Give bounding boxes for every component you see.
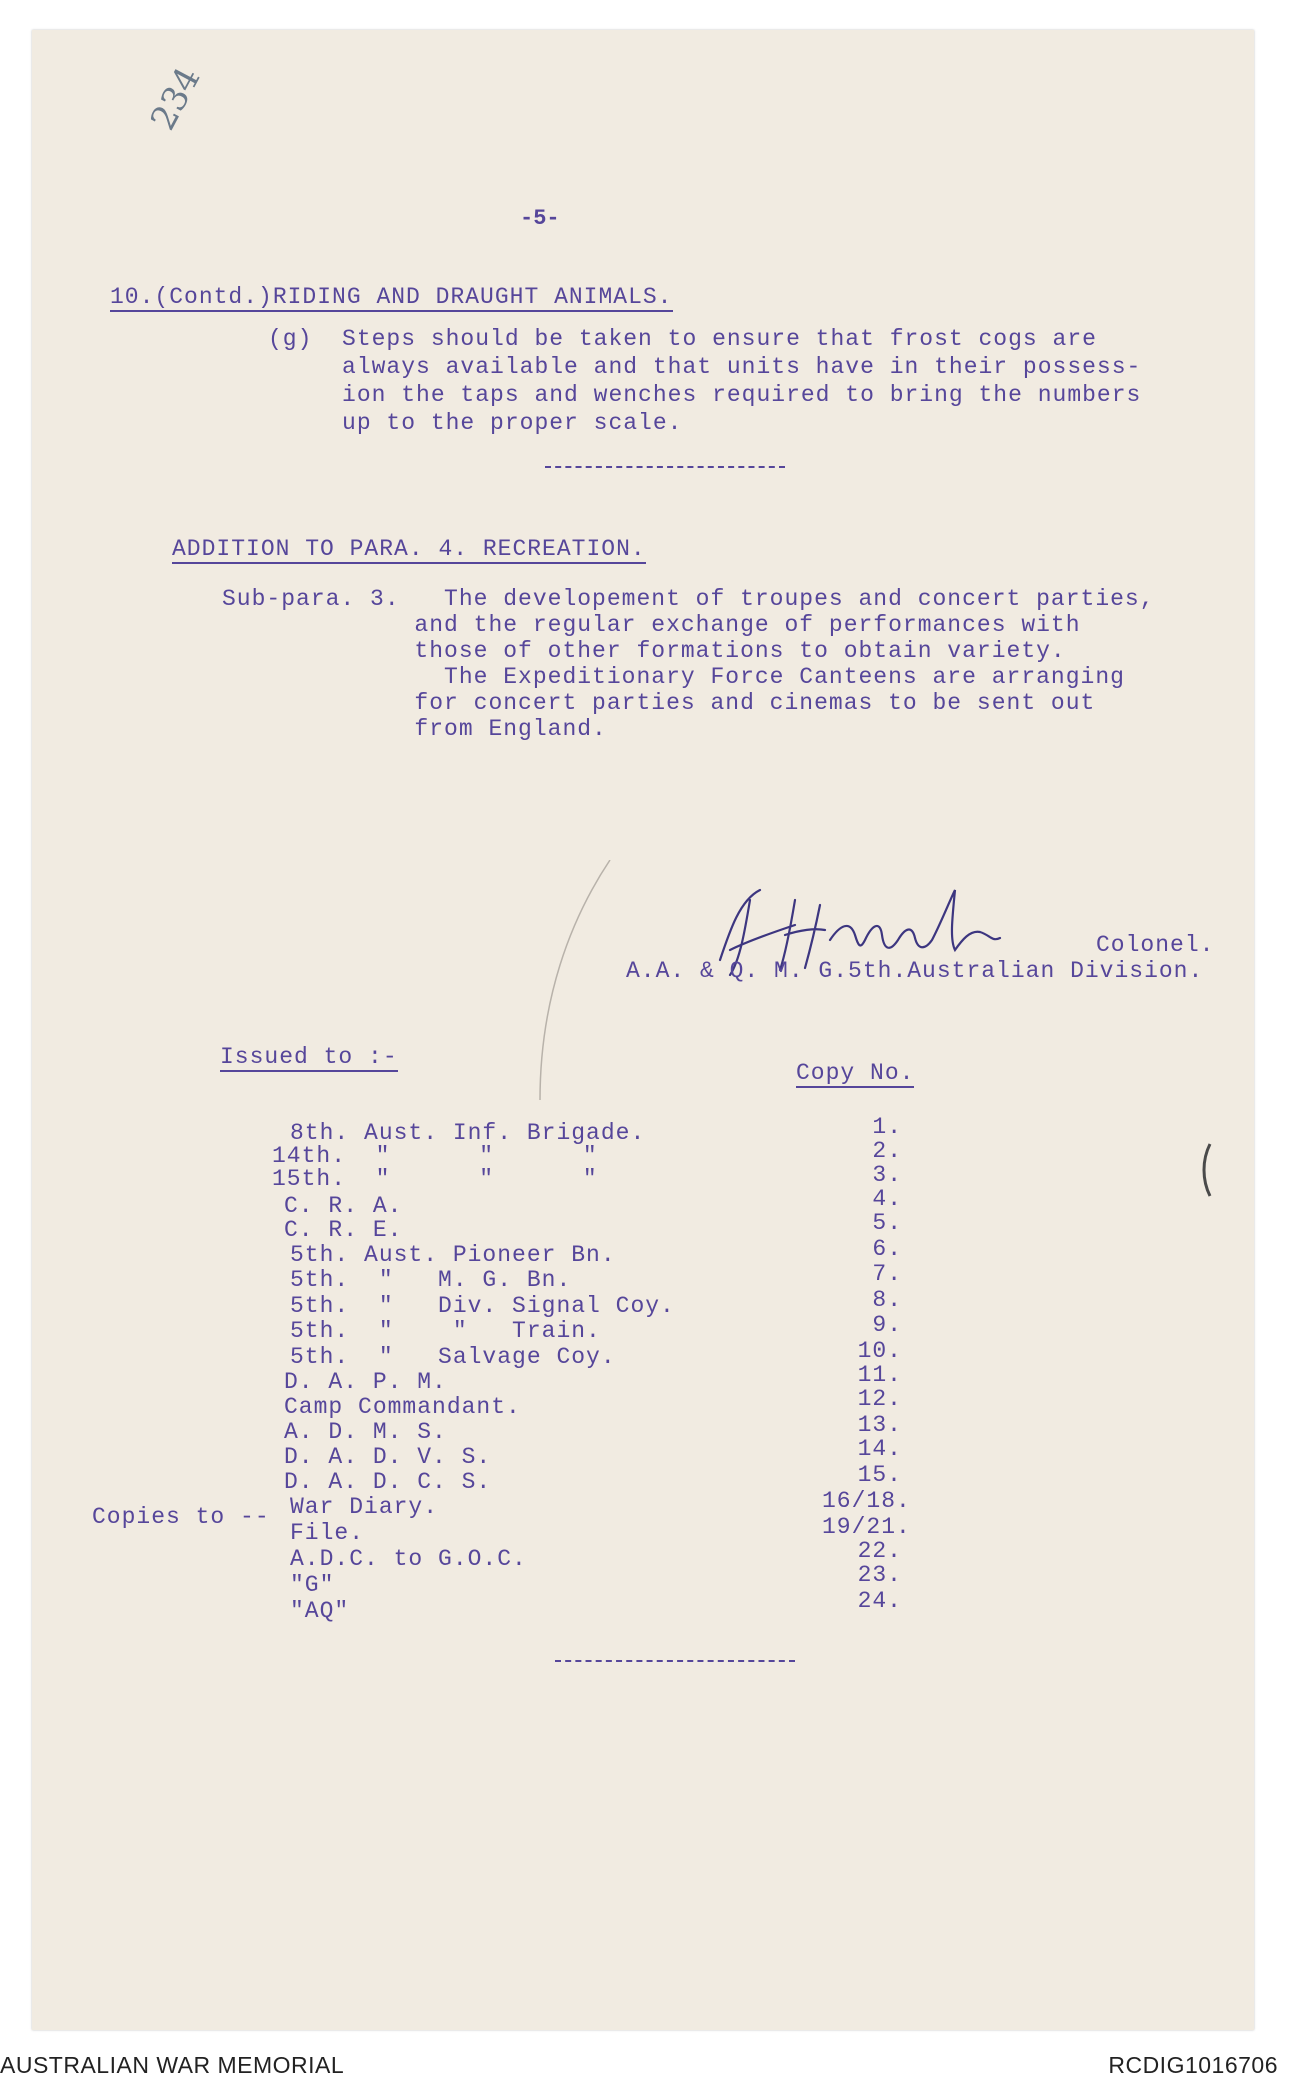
distribution-copy: 19/21. <box>822 1514 911 1540</box>
distribution-item: C. R. E. <box>284 1217 403 1243</box>
issued-to-heading: Issued to :- <box>220 1044 398 1070</box>
distribution-item: Camp Commandant. <box>284 1394 521 1420</box>
distribution-item: 15th. " " " <box>272 1166 598 1192</box>
distribution-copy: 9. <box>872 1312 902 1338</box>
distribution-item: C. R. A. <box>284 1193 403 1219</box>
distribution-item: "G" <box>290 1572 335 1598</box>
pencil-mark <box>500 860 620 1100</box>
distribution-copy: 15. <box>857 1462 902 1488</box>
distribution-item: 5th. " Salvage Coy. <box>290 1344 616 1370</box>
distribution-item: "AQ" <box>290 1598 350 1624</box>
addition-line: and the regular exchange of performances with <box>222 612 1081 638</box>
distribution-item: A. D. M. S. <box>284 1419 447 1445</box>
section-10-heading: 10.(Contd.)RIDING AND DRAUGHT ANIMALS. <box>110 284 673 310</box>
signature-title: A.A. & Q. M. G.5th.Australian Division. <box>626 958 1204 984</box>
distribution-item: 5th. " " Train. <box>290 1318 601 1344</box>
distribution-copy: 5. <box>872 1210 902 1236</box>
distribution-copy: 8. <box>872 1287 902 1313</box>
addition-heading: ADDITION TO PARA. 4. RECREATION. <box>172 536 646 562</box>
distribution-copy: 2. <box>872 1138 902 1164</box>
distribution-copy: 4. <box>872 1186 902 1212</box>
footer-record-id: RCDIG1016706 <box>1108 2052 1278 2078</box>
separator-rule <box>545 466 785 468</box>
distribution-item: 8th. Aust. Inf. Brigade. <box>290 1120 646 1146</box>
distribution-item: A.D.C. to G.O.C. <box>290 1546 527 1572</box>
distribution-copy: 3. <box>872 1162 902 1188</box>
distribution-copy: 7. <box>872 1261 902 1287</box>
distribution-item: D. A. P. M. <box>284 1369 447 1395</box>
distribution-copy: 23. <box>857 1562 902 1588</box>
distribution-copy: 13. <box>857 1412 902 1438</box>
distribution-copy: 24. <box>857 1588 902 1614</box>
distribution-copy: 10. <box>857 1338 902 1364</box>
distribution-copy: 22. <box>857 1538 902 1564</box>
distribution-item: File. <box>290 1520 365 1546</box>
distribution-item: 14th. " " " <box>272 1143 598 1169</box>
section-10-line: always available and that units have in their possess- <box>268 354 1142 380</box>
end-separator-rule <box>555 1660 795 1662</box>
addition-line: those of other formations to obtain variety. <box>222 638 1066 664</box>
distribution-copy: 16/18. <box>822 1488 911 1514</box>
addition-line: for concert parties and cinemas to be sent out <box>222 690 1096 716</box>
distribution-item: 5th. " M. G. Bn. <box>290 1267 572 1293</box>
ink-mark <box>1196 1140 1220 1200</box>
distribution-item: War Diary. <box>290 1494 439 1520</box>
handwritten-folio-number: 234 <box>143 60 209 137</box>
distribution-item: 5th. " Div. Signal Coy. <box>290 1293 675 1319</box>
distribution-copy: 11. <box>857 1362 902 1388</box>
signature-rank: Colonel. <box>1096 932 1215 958</box>
distribution-copy: 14. <box>857 1436 902 1462</box>
addition-line: The Expeditionary Force Canteens are arranging <box>222 664 1125 690</box>
addition-line: from England. <box>222 716 607 742</box>
distribution-copy: 12. <box>857 1386 902 1412</box>
section-10-line: up to the proper scale. <box>268 410 683 436</box>
distribution-item: D. A. D. V. S. <box>284 1444 492 1470</box>
section-10-line: ion the taps and wenches required to bring the numbers <box>268 382 1142 408</box>
copies-to-label: Copies to -- <box>92 1504 270 1530</box>
section-10-line: (g) Steps should be taken to ensure that frost cogs are <box>268 326 1097 352</box>
addition-line: Sub-para. 3. The developement of troupes and concert parties, <box>222 586 1155 612</box>
footer-archive-name: AUSTRALIAN WAR MEMORIAL <box>0 2052 345 2078</box>
distribution-item: 5th. Aust. Pioneer Bn. <box>290 1242 616 1268</box>
distribution-copy: 1. <box>872 1114 902 1140</box>
copy-number-heading: Copy No. <box>796 1060 915 1086</box>
distribution-item: D. A. D. C. S. <box>284 1469 492 1495</box>
page-number: -5- <box>520 206 560 231</box>
distribution-copy: 6. <box>872 1236 902 1262</box>
